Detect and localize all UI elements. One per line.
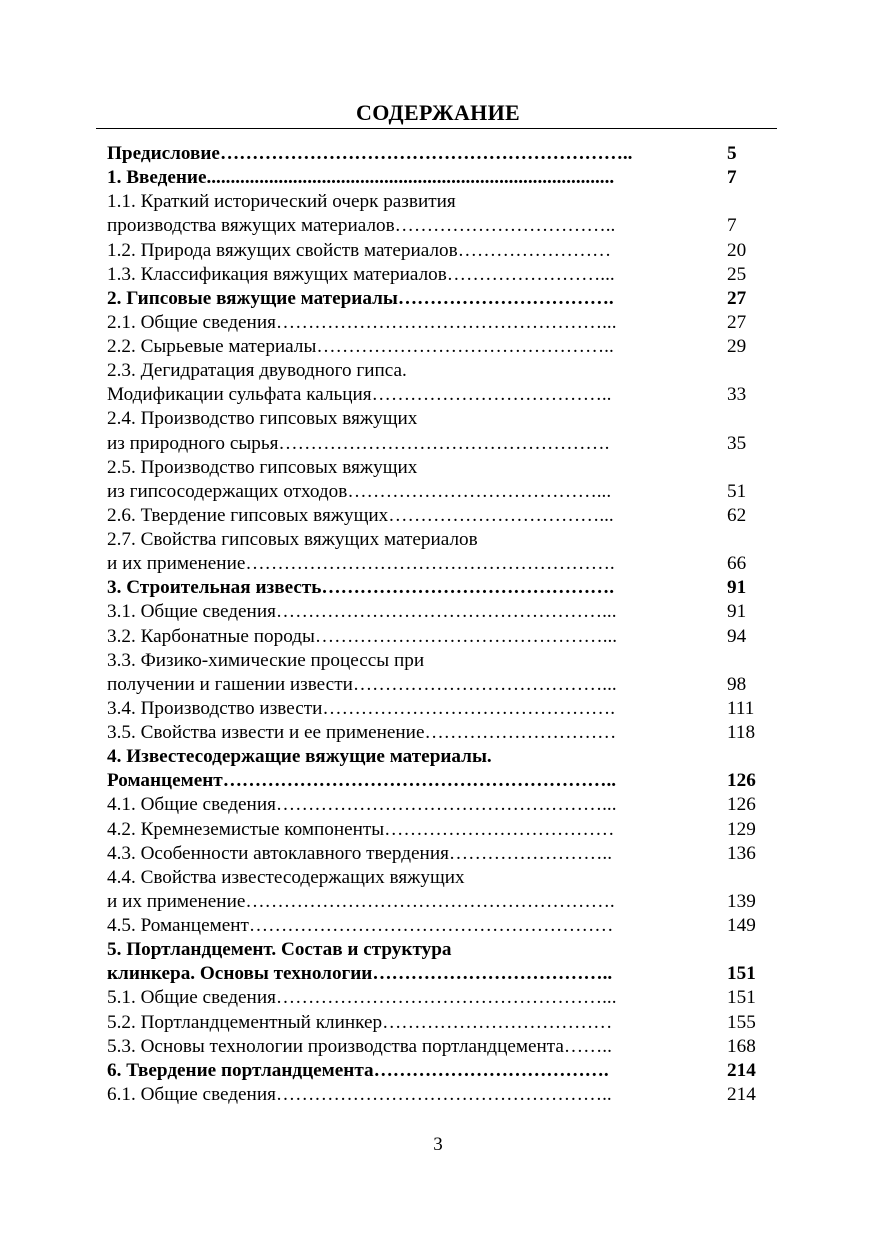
toc-entry: [107, 793, 767, 817]
toc-entry-title: 3.3. Физико-химические процессы при: [107, 649, 425, 671]
toc-entry-page: 168: [727, 1035, 756, 1057]
toc-entry-page: 118: [727, 722, 756, 743]
toc-entry: [107, 625, 767, 649]
toc-entry-title: 4.5. Романцемент…………………………………………………: [107, 915, 614, 936]
toc-entry: [107, 745, 767, 769]
toc-entry: [107, 432, 767, 456]
toc-entry: [107, 552, 767, 576]
toc-entry-title: Романцемент……………………………………………………..: [107, 770, 617, 792]
toc-entry: [107, 383, 767, 407]
toc-entry: [107, 866, 767, 890]
toc-entry-title: 2.2. Сырьевые материалы………………………………………..: [107, 336, 614, 357]
toc-entry-title: получении и гашении извести…………………………………...: [107, 673, 617, 695]
toc-entry: [107, 190, 767, 214]
toc-entry-title: 3.4. Производство извести……………………………………….: [107, 697, 615, 719]
toc-entry-title: 4.1. Общие сведения……………………………………………...: [107, 794, 617, 816]
toc-entry-page: 29: [727, 336, 747, 357]
toc-entry-page: 7: [727, 215, 737, 237]
toc-entry: [107, 769, 767, 793]
toc-entry-page: 151: [727, 963, 756, 985]
toc-entry-title: 5.2. Портландцементный клинкер………………………………: [107, 1011, 613, 1033]
toc-entry: [107, 166, 767, 190]
toc-entry-page: 126: [727, 794, 756, 816]
toc-entry-page: 214: [727, 1059, 756, 1081]
toc-entry: [107, 962, 767, 986]
toc-entry: [107, 335, 767, 359]
toc-entry-title: 3.2. Карбонатные породы………………………………………...: [107, 625, 618, 647]
toc-entry-page: 7: [727, 167, 737, 189]
table-of-contents: [107, 142, 767, 1107]
toc-entry: [107, 673, 767, 697]
toc-entry-title: 6.1. Общие сведения……………………………………………..: [107, 1083, 612, 1105]
toc-entry: [107, 263, 767, 287]
toc-entry: [107, 721, 767, 745]
toc-entry-page: 27: [727, 311, 747, 333]
toc-entry-page: 98: [727, 673, 747, 695]
toc-entry-title: 4. Известесодержащие вяжущие материалы.: [107, 746, 492, 768]
toc-entry: [107, 214, 767, 238]
toc-entry-title: 2.1. Общие сведения……………………………………………...: [107, 311, 617, 333]
toc-entry-page: 51: [727, 480, 747, 502]
toc-entry-page: 20: [727, 239, 747, 261]
toc-entry-page: 111: [727, 697, 755, 719]
toc-entry-page: 149: [727, 915, 756, 936]
toc-entry: [107, 697, 767, 721]
page-number: 3: [433, 1134, 443, 1155]
toc-entry-title: 3. Строительная известь……………………………………….: [107, 577, 615, 599]
toc-entry-page: 62: [727, 504, 747, 526]
toc-entry: [107, 600, 767, 624]
toc-entry-title: 6. Твердение портландцемента……………………………….: [107, 1059, 609, 1081]
toc-entry-page: 35: [727, 432, 747, 454]
toc-entry-page: 214: [727, 1083, 756, 1105]
toc-entry-title: из природного сырья…………………………………………….: [107, 432, 610, 454]
toc-entry-title: 1.2. Природа вяжущих свойств материалов……………………: [107, 239, 612, 261]
toc-entry: [107, 287, 767, 311]
toc-entry: [107, 914, 767, 938]
toc-entry-page: 25: [727, 263, 747, 285]
toc-entry: [107, 818, 767, 842]
toc-entry-title: 4.3. Особенности автоклавного твердения……………………..: [107, 842, 613, 864]
toc-entry-title: и их применение………………………………………………….: [107, 890, 615, 912]
toc-entry: [107, 1035, 767, 1059]
toc-entry-page: 126: [727, 770, 756, 792]
toc-entry-page: 5: [727, 143, 737, 164]
toc-entry-title: 4.2. Кремнеземистые компоненты………………………………: [107, 818, 615, 840]
toc-entry: [107, 938, 767, 962]
toc-entry-title: 1. Введение.....................................................................................: [107, 167, 615, 189]
toc-entry: [107, 142, 767, 166]
toc-entry-title: 2.4. Производство гипсовых вяжущих: [107, 408, 418, 430]
toc-entry-title: 2.5. Производство гипсовых вяжущих: [107, 456, 418, 478]
toc-entry-title: клинкера. Основы технологии………………………………..: [107, 963, 613, 985]
toc-entry-title: Модификации сульфата кальция………………………………..: [107, 384, 612, 406]
toc-entry: [107, 576, 767, 600]
toc-entry: [107, 649, 767, 673]
toc-entry: [107, 359, 767, 383]
toc-entry-title: 5. Портландцемент. Состав и структура: [107, 939, 452, 961]
toc-entry: [107, 528, 767, 552]
toc-entry-title: 3.1. Общие сведения……………………………………………...: [107, 601, 617, 623]
toc-entry: [107, 1059, 767, 1083]
toc-entry-title: 3.5. Свойства извести и ее применение…………………………: [107, 722, 617, 743]
toc-entry-page: 139: [727, 890, 756, 912]
page-title: СОДЕРЖАНИЕ: [356, 100, 520, 125]
toc-entry-title: 2.7. Свойства гипсовых вяжущих материалов: [107, 529, 478, 550]
toc-entry-title: 1.1. Краткий исторический очерк развития: [107, 191, 456, 213]
toc-entry-title: и их применение………………………………………………….: [107, 553, 615, 575]
toc-entry-title: 2.3. Дегидратация двуводного гипса.: [107, 360, 407, 382]
toc-entry-page: 27: [727, 287, 747, 309]
toc-entry-page: 91: [727, 577, 747, 599]
toc-entry-page: 155: [727, 1011, 756, 1033]
toc-entry-title: производства вяжущих материалов……………………………..: [107, 215, 616, 237]
toc-entry-page: 136: [727, 842, 756, 864]
toc-entry-page: 94: [727, 625, 747, 647]
toc-entry-title: 2. Гипсовые вяжущие материалы…………………………….: [107, 287, 614, 309]
title-divider: [96, 128, 777, 129]
toc-entry-page: 66: [727, 553, 747, 575]
toc-entry-title: 5.1. Общие сведения……………………………………………...: [107, 987, 617, 1009]
toc-entry-page: 91: [727, 601, 747, 623]
toc-entry: [107, 842, 767, 866]
toc-entry-title: 2.6. Твердение гипсовых вяжущих……………………………...: [107, 504, 614, 526]
toc-entry-page: 33: [727, 384, 747, 406]
toc-entry: [107, 480, 767, 504]
toc-entry: [107, 239, 767, 263]
toc-entry: [107, 407, 767, 431]
toc-entry: [107, 890, 767, 914]
toc-entry-page: 129: [727, 818, 756, 840]
toc-entry-title: из гипсосодержащих отходов…………………………………...: [107, 480, 612, 502]
toc-entry: [107, 1011, 767, 1035]
toc-entry: [107, 311, 767, 335]
toc-entry-title: 5.3. Основы технологии производства портландцемента……..: [107, 1035, 612, 1057]
toc-entry-title: Предисловие………………………………………………………..: [107, 143, 633, 164]
toc-entry: [107, 986, 767, 1010]
toc-entry: [107, 504, 767, 528]
toc-entry: [107, 1083, 767, 1107]
toc-entry-title: 4.4. Свойства известесодержащих вяжущих: [107, 866, 465, 888]
toc-entry: [107, 456, 767, 480]
toc-entry-page: 151: [727, 987, 756, 1009]
toc-entry-title: 1.3. Классификация вяжущих материалов……………………...: [107, 263, 615, 285]
